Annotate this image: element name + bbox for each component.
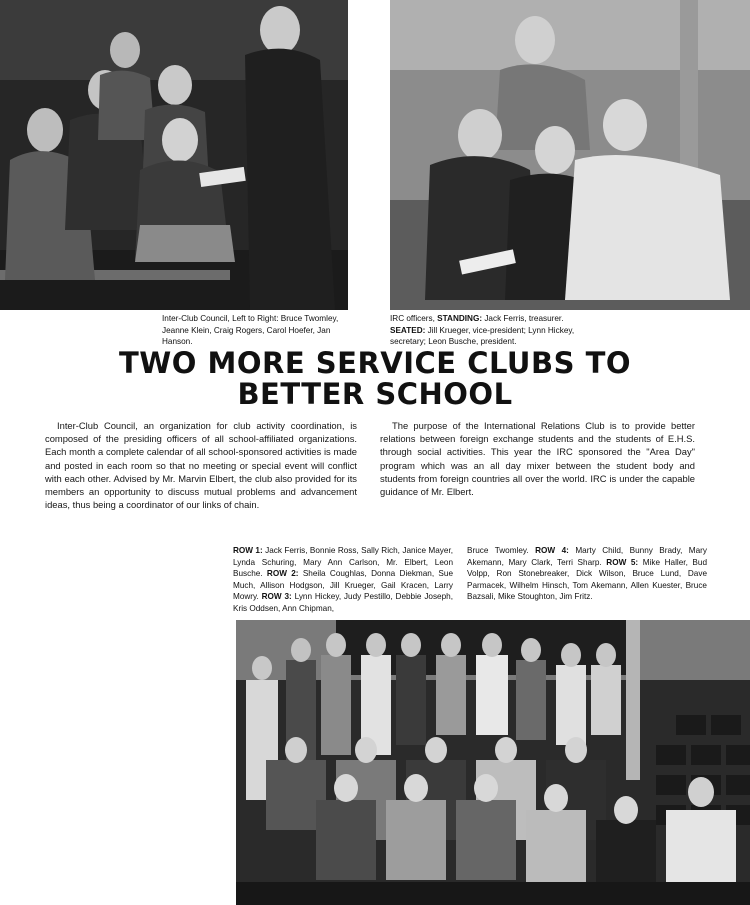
row5-label: ROW 5: bbox=[606, 557, 639, 567]
caption-right-lead: IRC officers, bbox=[390, 314, 438, 323]
group-photo-icon bbox=[390, 0, 750, 310]
page-headline bbox=[0, 348, 750, 410]
headline-line-2: BETTER SCHOOL bbox=[237, 377, 513, 411]
irc-group-photo bbox=[236, 620, 750, 905]
caption-seated-text: Jill Krueger, vice-president; Lynn Hickey, secretary; Leon Busche, president. bbox=[390, 325, 575, 347]
caption-irc-officers bbox=[390, 313, 580, 348]
rows-caption-col-2 bbox=[467, 545, 707, 603]
inter-club-council-photo bbox=[0, 0, 348, 310]
col2-lead: Bruce Twomley. bbox=[467, 546, 529, 555]
row2-label: ROW 2: bbox=[266, 569, 299, 579]
row4-label: ROW 4: bbox=[535, 546, 569, 555]
row2-text: Sheila Coughlas, Donna Diekman, Sue Much, Allison Hodgson, Jill Krueger, Gail Kracen, Larry Mowry. bbox=[233, 569, 453, 602]
row3-text: Lynn Hickey, Judy Pestillo, Debbie Joseph, Kris Oddsen, Ann Chipman, bbox=[233, 592, 453, 613]
inter-club-council-paragraph: Inter-Club Council, an organization for club activity coordination, is composed of the presiding officers of all school-affiliated organizations. Each month a complete calendar of all school-sponsored activities is made and posted in each room so that no meeting or special event will conflict with each other. Advised by Mr. Marvin Elbert, the club also provided for its members an opportunity to discuss mutual problems and advancement ideas, thus being a coordinator of our links of chain. bbox=[45, 420, 357, 511]
irc-officers-photo bbox=[390, 0, 750, 310]
caption-standing-label: STANDING: bbox=[437, 314, 483, 323]
caption-left-text: Inter-Club Council, Left to Right: Bruce Twomley, Jeanne Klein, Craig Rogers, Carol Hoefer, Jan Hanson. bbox=[162, 314, 339, 347]
caption-seated-label: SEATED: bbox=[390, 325, 426, 335]
row1-label: ROW 1: bbox=[233, 546, 263, 555]
row1-text: Jack Ferris, Bonnie Ross, Sally Rich, Janice Mayer, Lynda Schuring, Mary Ann Carlson, Mr. Elbert, Leon Busche. bbox=[233, 546, 453, 579]
row4-text: Marty Child, Bunny Brady, Mary Akemann, Mary Clark, Terri Sharp. bbox=[467, 546, 707, 567]
rows-caption-col-1 bbox=[233, 545, 453, 615]
irc-paragraph: The purpose of the International Relations Club is to provide better relations between foreign exchange students and the students of E.H.S. through social activities. This year the IRC sponsored the "Area Day" program which was an all day mixer between the student body and students from foreign countries all over the world. IRC is under the capable guidance of Mr. Elbert. bbox=[380, 420, 695, 498]
caption-standing-text: Jack Ferris, treasurer. bbox=[482, 314, 564, 323]
caption-inter-club-council bbox=[162, 313, 352, 348]
row5-text: Mike Haller, Bud Volpp, Ron Stonebreaker, Dick Wilson, Bruce Lund, Dave Parmacek, Wilhelm Hinsch, Tom Akemann, Allen Kuester, Bruce Bazsali, Mike Stoughton, Jim Fritz. bbox=[467, 557, 707, 602]
group-photo-icon bbox=[236, 620, 750, 905]
group-photo-icon bbox=[0, 0, 348, 310]
headline-line-1: TWO MORE SERVICE CLUBS TO bbox=[118, 346, 631, 380]
row3-label: ROW 3: bbox=[261, 592, 292, 602]
